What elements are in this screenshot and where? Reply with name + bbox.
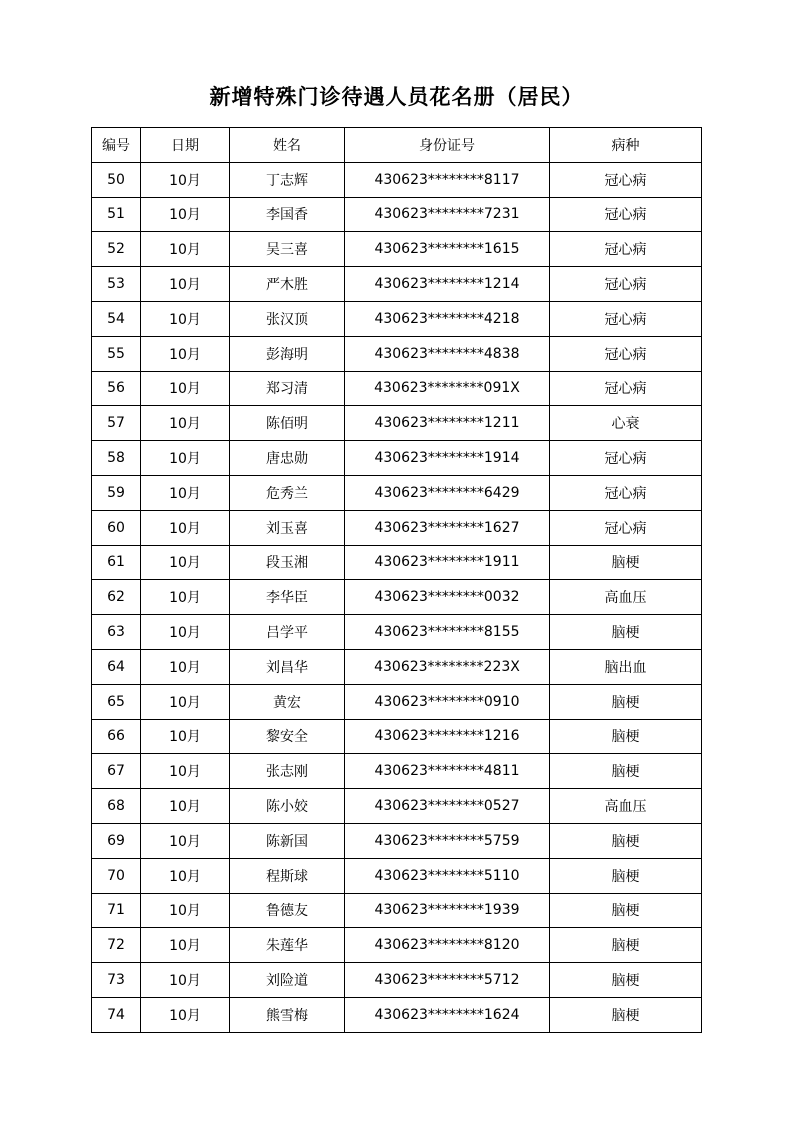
- table-row: [92, 963, 702, 998]
- cell-disease: 冠心病: [550, 267, 702, 302]
- cell-id-number: 430623********5712: [345, 963, 550, 998]
- header-name: 姓名: [230, 128, 345, 163]
- cell-name: 熊雪梅: [230, 997, 345, 1032]
- cell-number: 59: [92, 475, 141, 510]
- table-row: [92, 649, 702, 684]
- cell-name: 刘玉喜: [230, 510, 345, 545]
- cell-name: 李国香: [230, 197, 345, 232]
- cell-disease: 脑梗: [550, 684, 702, 719]
- cell-id-number: 430623********4811: [345, 754, 550, 789]
- document-title: 新增特殊门诊待遇人员花名册（居民）: [209, 84, 584, 109]
- cell-date: 10月: [141, 615, 230, 650]
- cell-date: 10月: [141, 197, 230, 232]
- cell-number: 51: [92, 197, 141, 232]
- cell-date: 10月: [141, 997, 230, 1032]
- cell-name: 程斯球: [230, 858, 345, 893]
- table-row: [92, 858, 702, 893]
- cell-name: 黎安全: [230, 719, 345, 754]
- cell-number: 63: [92, 615, 141, 650]
- table-row: [92, 823, 702, 858]
- cell-number: 69: [92, 823, 141, 858]
- roster-table: [91, 127, 702, 1033]
- cell-name: 陈新国: [230, 823, 345, 858]
- cell-number: 67: [92, 754, 141, 789]
- cell-date: 10月: [141, 232, 230, 267]
- cell-name: 刘昌华: [230, 649, 345, 684]
- cell-disease: 冠心病: [550, 197, 702, 232]
- table-row: [92, 162, 702, 197]
- table-row: [92, 267, 702, 302]
- cell-id-number: 430623********1627: [345, 510, 550, 545]
- table-row: [92, 197, 702, 232]
- table-row: [92, 406, 702, 441]
- cell-name: 严木胜: [230, 267, 345, 302]
- cell-name: 陈小姣: [230, 789, 345, 824]
- cell-number: 54: [92, 301, 141, 336]
- cell-id-number: 430623********091X: [345, 371, 550, 406]
- cell-id-number: 430623********1216: [345, 719, 550, 754]
- cell-number: 55: [92, 336, 141, 371]
- table-row: [92, 545, 702, 580]
- cell-date: 10月: [141, 963, 230, 998]
- cell-disease: 脑梗: [550, 963, 702, 998]
- cell-date: 10月: [141, 754, 230, 789]
- table-row: [92, 371, 702, 406]
- table-row: [92, 510, 702, 545]
- header-number: 编号: [92, 128, 141, 163]
- cell-number: 68: [92, 789, 141, 824]
- cell-disease: 冠心病: [550, 162, 702, 197]
- cell-id-number: 430623********8155: [345, 615, 550, 650]
- cell-disease: 脑梗: [550, 754, 702, 789]
- table-row: [92, 232, 702, 267]
- cell-disease: 冠心病: [550, 510, 702, 545]
- cell-id-number: 430623********5759: [345, 823, 550, 858]
- cell-name: 张志刚: [230, 754, 345, 789]
- cell-number: 66: [92, 719, 141, 754]
- cell-name: 段玉湘: [230, 545, 345, 580]
- cell-date: 10月: [141, 336, 230, 371]
- cell-id-number: 430623********1939: [345, 893, 550, 928]
- cell-date: 10月: [141, 649, 230, 684]
- table-row: [92, 441, 702, 476]
- cell-disease: 脑梗: [550, 928, 702, 963]
- header-date: 日期: [141, 128, 230, 163]
- cell-date: 10月: [141, 267, 230, 302]
- cell-name: 郑习清: [230, 371, 345, 406]
- cell-number: 57: [92, 406, 141, 441]
- table-row: [92, 615, 702, 650]
- cell-disease: 高血压: [550, 789, 702, 824]
- header-id-number: 身份证号: [345, 128, 550, 163]
- cell-number: 61: [92, 545, 141, 580]
- cell-id-number: 430623********0032: [345, 580, 550, 615]
- cell-id-number: 430623********1624: [345, 997, 550, 1032]
- cell-name: 丁志辉: [230, 162, 345, 197]
- cell-name: 张汉顶: [230, 301, 345, 336]
- cell-number: 62: [92, 580, 141, 615]
- cell-disease: 冠心病: [550, 232, 702, 267]
- cell-id-number: 430623********0527: [345, 789, 550, 824]
- cell-date: 10月: [141, 371, 230, 406]
- cell-date: 10月: [141, 823, 230, 858]
- cell-disease: 脑梗: [550, 997, 702, 1032]
- cell-date: 10月: [141, 928, 230, 963]
- cell-disease: 冠心病: [550, 475, 702, 510]
- cell-name: 吕学平: [230, 615, 345, 650]
- cell-date: 10月: [141, 893, 230, 928]
- cell-disease: 脑梗: [550, 893, 702, 928]
- cell-name: 朱莲华: [230, 928, 345, 963]
- table-row: [92, 893, 702, 928]
- table-row: [92, 928, 702, 963]
- cell-name: 黄宏: [230, 684, 345, 719]
- cell-name: 刘险道: [230, 963, 345, 998]
- cell-disease: 脑梗: [550, 823, 702, 858]
- table-row: [92, 997, 702, 1032]
- cell-disease: 脑梗: [550, 545, 702, 580]
- cell-id-number: 430623********6429: [345, 475, 550, 510]
- cell-number: 72: [92, 928, 141, 963]
- table-row: [92, 684, 702, 719]
- cell-number: 53: [92, 267, 141, 302]
- cell-disease: 冠心病: [550, 441, 702, 476]
- cell-name: 陈佰明: [230, 406, 345, 441]
- cell-id-number: 430623********223X: [345, 649, 550, 684]
- cell-number: 52: [92, 232, 141, 267]
- cell-disease: 脑出血: [550, 649, 702, 684]
- cell-name: 鲁德友: [230, 893, 345, 928]
- cell-date: 10月: [141, 510, 230, 545]
- cell-number: 73: [92, 963, 141, 998]
- table-row: [92, 580, 702, 615]
- cell-id-number: 430623********0910: [345, 684, 550, 719]
- cell-date: 10月: [141, 545, 230, 580]
- cell-date: 10月: [141, 441, 230, 476]
- cell-disease: 冠心病: [550, 336, 702, 371]
- cell-disease: 冠心病: [550, 301, 702, 336]
- table-body: [92, 162, 702, 1032]
- cell-id-number: 430623********8120: [345, 928, 550, 963]
- cell-date: 10月: [141, 719, 230, 754]
- cell-id-number: 430623********1214: [345, 267, 550, 302]
- table-row: [92, 475, 702, 510]
- cell-date: 10月: [141, 475, 230, 510]
- cell-id-number: 430623********7231: [345, 197, 550, 232]
- cell-name: 危秀兰: [230, 475, 345, 510]
- cell-id-number: 430623********1911: [345, 545, 550, 580]
- cell-name: 吴三喜: [230, 232, 345, 267]
- cell-disease: 高血压: [550, 580, 702, 615]
- cell-number: 64: [92, 649, 141, 684]
- cell-id-number: 430623********4838: [345, 336, 550, 371]
- cell-disease: 冠心病: [550, 371, 702, 406]
- cell-id-number: 430623********4218: [345, 301, 550, 336]
- cell-number: 71: [92, 893, 141, 928]
- table-row: [92, 754, 702, 789]
- cell-disease: 脑梗: [550, 858, 702, 893]
- cell-number: 60: [92, 510, 141, 545]
- table-header-row: [92, 128, 702, 163]
- header-disease: 病种: [550, 128, 702, 163]
- cell-id-number: 430623********1914: [345, 441, 550, 476]
- cell-disease: 心衰: [550, 406, 702, 441]
- cell-name: 李华臣: [230, 580, 345, 615]
- cell-name: 彭海明: [230, 336, 345, 371]
- cell-date: 10月: [141, 858, 230, 893]
- table-row: [92, 789, 702, 824]
- table-row: [92, 301, 702, 336]
- cell-number: 50: [92, 162, 141, 197]
- cell-disease: 脑梗: [550, 615, 702, 650]
- cell-number: 56: [92, 371, 141, 406]
- cell-number: 70: [92, 858, 141, 893]
- cell-date: 10月: [141, 789, 230, 824]
- cell-date: 10月: [141, 162, 230, 197]
- cell-id-number: 430623********1615: [345, 232, 550, 267]
- cell-disease: 脑梗: [550, 719, 702, 754]
- cell-number: 65: [92, 684, 141, 719]
- cell-name: 唐忠勋: [230, 441, 345, 476]
- table-row: [92, 719, 702, 754]
- cell-number: 74: [92, 997, 141, 1032]
- cell-date: 10月: [141, 301, 230, 336]
- cell-date: 10月: [141, 406, 230, 441]
- cell-date: 10月: [141, 580, 230, 615]
- table-row: [92, 336, 702, 371]
- cell-id-number: 430623********8117: [345, 162, 550, 197]
- cell-id-number: 430623********5110: [345, 858, 550, 893]
- cell-date: 10月: [141, 684, 230, 719]
- cell-id-number: 430623********1211: [345, 406, 550, 441]
- cell-number: 58: [92, 441, 141, 476]
